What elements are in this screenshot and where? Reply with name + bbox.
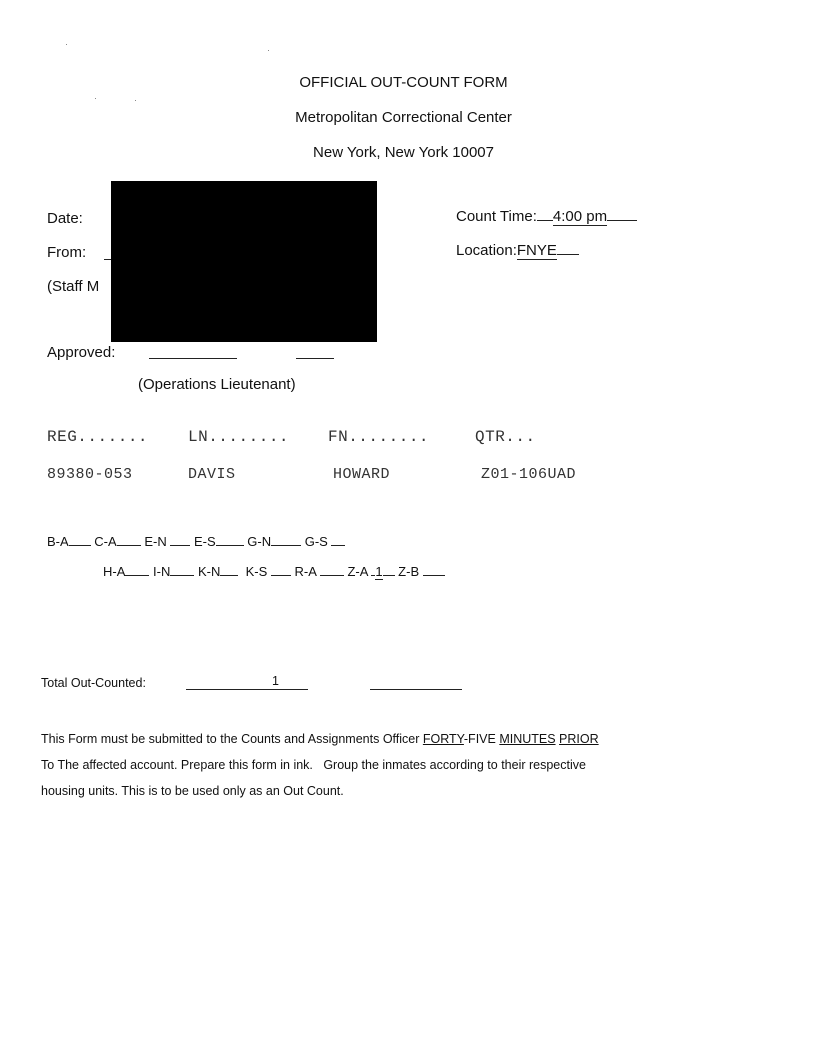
staff-label: (Staff M: [47, 278, 100, 295]
unit-label: I-N: [153, 564, 171, 579]
unit-label: Z-A: [347, 564, 368, 579]
facility-address: New York, New York 10007: [313, 144, 494, 161]
approved-label: Approved:: [47, 344, 116, 361]
location-value: FNYE: [516, 242, 557, 259]
table-cell-fn: HOWARD: [333, 466, 391, 483]
approved-line-1: [149, 346, 237, 359]
location-field: [456, 242, 579, 259]
count-time-label: Count Time:: [456, 208, 537, 225]
count-time-field: [456, 208, 637, 225]
total-value: 1: [272, 674, 279, 688]
housing-units-row-2: [103, 563, 445, 579]
instructions-five: -FIVE: [463, 732, 500, 746]
unit-label: E-S: [193, 534, 216, 549]
date-label: Date:: [47, 210, 83, 227]
unit-label: R-A: [294, 564, 317, 579]
unit-label: G-N: [247, 534, 272, 549]
unit-label: E-N: [144, 534, 167, 549]
col-header-fn: FN........: [328, 428, 430, 446]
facility-name: Metropolitan Correctional Center: [295, 109, 512, 126]
instructions-line-3: housing units. This is to be used only as an Out Count.: [41, 784, 344, 798]
instructions-line-1: [41, 726, 599, 752]
total-label: Total Out-Counted:: [41, 676, 146, 690]
col-header-qtr: QTR...: [475, 428, 536, 446]
unit-label: K-S: [245, 564, 268, 579]
housing-units-row-1: [47, 533, 345, 549]
total-line: [186, 677, 308, 690]
unit-label: H-A: [103, 564, 126, 579]
redaction-box: [111, 181, 377, 342]
table-cell-ln: DAVIS: [188, 466, 236, 483]
unit-label: C-A: [94, 534, 117, 549]
from-label: From:: [47, 244, 87, 261]
approved-line-2: [296, 346, 334, 359]
count-time-value: 4:00 pm: [552, 208, 608, 225]
location-label: Location:: [456, 242, 517, 259]
unit-label: B-A: [47, 534, 69, 549]
location-line-tail: [557, 242, 579, 255]
total-line-2: [370, 677, 462, 690]
za-count: 1: [375, 564, 383, 579]
unit-label: K-N: [197, 564, 221, 579]
instructions-minutes: MINUTES: [499, 732, 556, 746]
instructions-line-2: To The affected account. Prepare this form in ink. Group the inmates according to their respective: [41, 758, 586, 772]
count-time-line-lead: [537, 208, 553, 221]
instructions-prior: PRIOR: [559, 732, 599, 746]
table-cell-qtr: Z01-106UAD: [481, 466, 577, 483]
table-cell-reg: 89380-053: [47, 466, 133, 483]
instructions-text: This Form must be submitted to the Counts and Assignments Officer: [41, 732, 423, 746]
unit-label: G-S: [304, 534, 328, 549]
unit-label: Z-B: [398, 564, 420, 579]
approver-caption: (Operations Lieutenant): [138, 376, 296, 393]
col-header-reg: REG.......: [47, 428, 149, 446]
instructions-forty: FORTY: [422, 732, 464, 746]
form-title: OFFICIAL OUT-COUNT FORM: [299, 74, 508, 91]
count-time-line-tail: [607, 208, 637, 221]
col-header-ln: LN........: [188, 428, 290, 446]
